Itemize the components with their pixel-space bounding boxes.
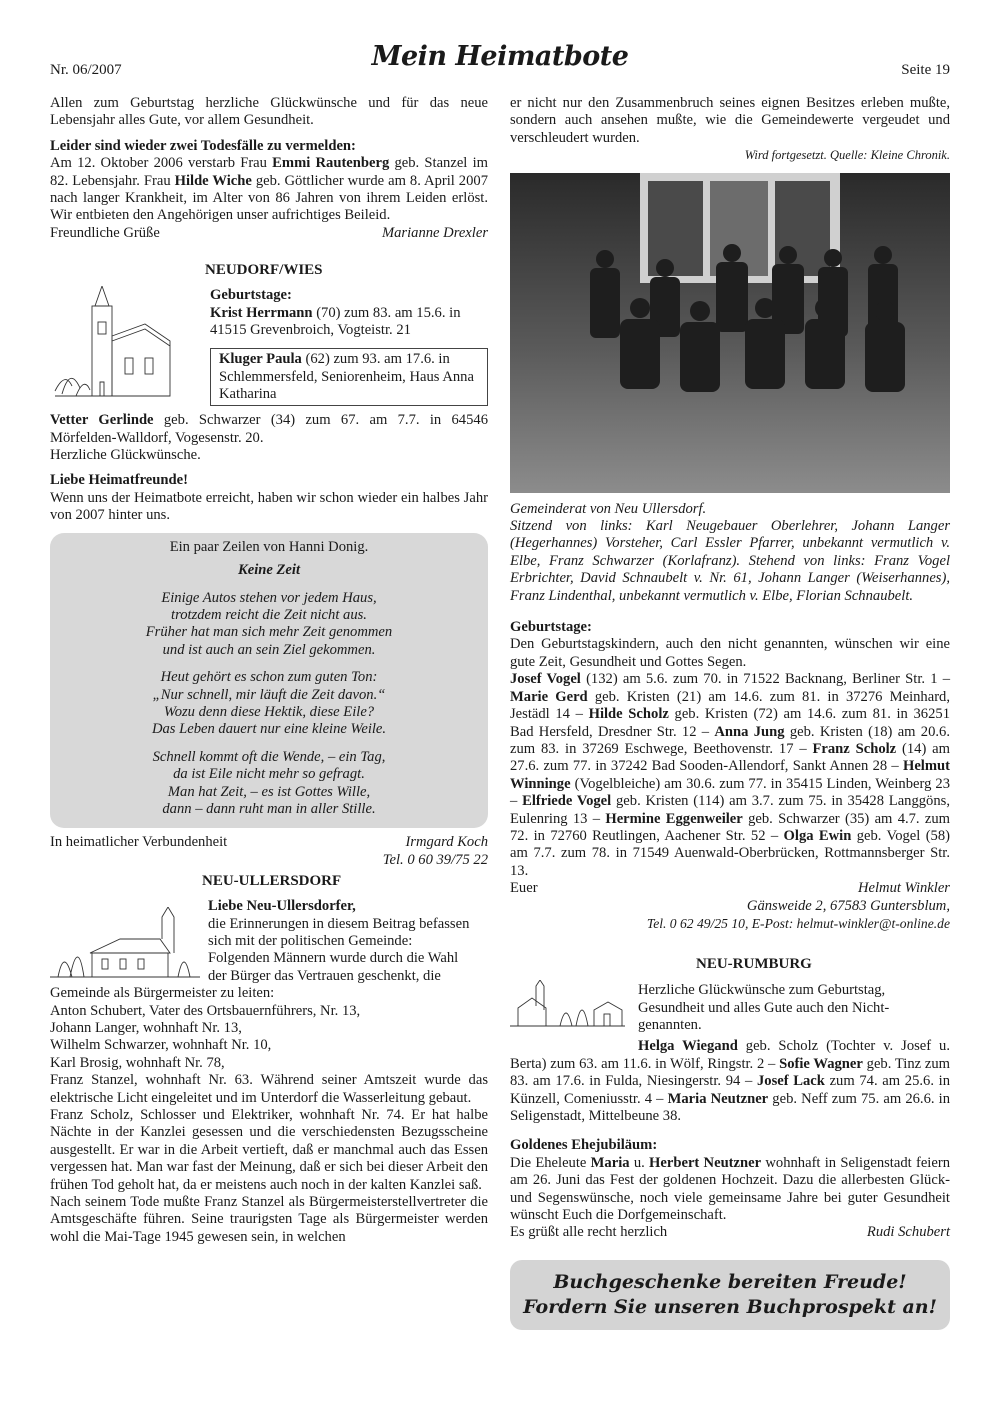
signature: Irmgard Koch — [405, 834, 488, 851]
page-header — [50, 41, 950, 88]
golden-anniversary-heading: Goldenes Ehejubiläum: — [510, 1137, 658, 1154]
friends-heading: Liebe Heimatfreunde! — [50, 472, 188, 489]
neu-ullersdorf-section — [50, 873, 488, 985]
signoff-line: Es grüßt alle recht herzlich Rudi Schubert — [510, 1224, 950, 1241]
photo-caption: Gemeinderat von Neu Ullersdorf. Sitzend von links: Karl Neugebauer Oberlehrer, Johann Langer (Hegerhannes) Vorsteher, Carl Essler Pfarrer, unbekannt vermutlich v. Elbe, Franz Schwarzer (Korlafranz). Stehend von links: Franz Vogel Erbrichter, David Schnaubelt v. Nr. 61, Johann Langer (Weiserhannes), Franz Lindenthal, unbekannt vermutlich v. Elbe, Florian Schnaubelt. — [510, 500, 950, 604]
signature: Marianne Drexler — [381, 224, 488, 241]
text-line: Gemeinde als Bürgermeister zu leiten: — [50, 985, 275, 1002]
mayor-item: Karl Brosig, wohnhaft Nr. 78, — [50, 1054, 225, 1071]
continued-paragraph: er nicht nur den Zusammenbruch seines eignen Besitzes erleben mußte, sondern auch ansehen mußte, wie die Gemeindewerte vergeudet und verschleudert wurden. — [510, 95, 950, 146]
church-illustration — [50, 286, 175, 406]
birthdays-intro: Den Geburtstagskindern, auch den nicht genannten, wünschen wir eine gute Zeit, Gesundheit und Gottes Segen. — [510, 636, 950, 670]
village-illustration — [510, 980, 625, 1030]
neu-rumburg-title: NEU-RUMBURG — [696, 956, 812, 973]
neu-ullersdorf-greeting: Liebe Neu-Ullersdorfer, — [208, 898, 356, 915]
neudorf-title: NEUDORF/WIES — [205, 262, 323, 279]
text-line: sich mit der politischen Gemeinde: — [208, 933, 413, 949]
banner-line: Fordern Sie unseren Buchprospekt an! — [523, 1295, 937, 1318]
signoff-line: Euer Helmut Winkler — [510, 880, 950, 897]
text-line: genannten. — [638, 1017, 702, 1034]
right-column — [510, 95, 950, 1330]
text-line: der Bürger das Vertrauen geschenkt, die — [208, 967, 441, 984]
mayor-item: Wilhelm Schwarzer, wohnhaft Nr. 10, — [50, 1037, 272, 1054]
neu-ullersdorf-title: NEU-ULLERSDORF — [202, 873, 342, 890]
village-church-illustration — [50, 907, 200, 985]
poem-stanza: Heut gehört es schon zum guten Ton: „Nur schnell, mir läuft die Zeit davon.“ Wozu denn diese Hektik, diese Eile? Das Leben dauert nur eine kleine Weile. — [151, 669, 387, 738]
council-photo — [510, 173, 950, 493]
text-line: die Erinnerungen in diesem Beitrag befassen — [208, 915, 470, 932]
council-photo-image — [510, 173, 950, 493]
birthday-list: Josef Vogel (132) am 5.6. zum 70. in 71522 Backnang, Berliner Str. 1 – Marie Gerd geb. Kristen (21) am 14.6. zum 81. in 37276 Meinhard, Jestädl 14 – Hilde Scholz geb. Kristen (72) am 14.6. zum 81. in 36251 Bad Hersfeld, Dresdner Str. 12 – Anna Jung geb. Kristen (18) am 20.6. zum 83. in 37269 Eschwege, Beethovenstr. 17 – Franz Scholz (14) am 27.6. zum 77. in 37242 Bad Sooden-Allendorf, Sankt Annen 28 – Helmut Winninge (Vogelbleiche) am 30.6. zum 77. in 35415 Linden, Weinberg 23 – Elfriede Vogel geb. Kristen (114) am 3.7. zum 75. in 35428 Langgöns, Eulenring 13 – Hermine Eggenweiler geb. Schwarzer (35) am 4.7. zum 72. in 72760 Reutlingen, Aachener Str. 52 – Olga Ewin geb. Vogel (58) am 7.7. zum 78. in 71549 Auenwald-Oberbrücken, Rottmannsberger Str. 13. — [510, 671, 951, 879]
birthday-entry: Vetter Gerlinde geb. Schwarzer (34) zum 67. am 7.7. in 64546 Mörfelden-Walldorf, Vogesenstr. 20. — [50, 412, 488, 446]
poem-stanza: Schnell kommt oft die Wende, – ein Tag, da ist Eile nicht mehr so gefragt. Man hat Zeit, – es ist Gottes Wille, dann – dann ruht man in aller Stille. — [152, 748, 386, 817]
signature: Rudi Schubert — [866, 1224, 950, 1241]
greeting-line: Freundliche Grüße Marianne Drexler — [50, 224, 488, 241]
source-note: Wird fortgesetzt. Quelle: Kleine Chronik. — [744, 148, 950, 163]
poem-box — [50, 533, 488, 829]
mayor-paragraph: Franz Stanzel, wohnhaft Nr. 63. Während seiner Amtszeit wurde das elektrische Licht eingeleitet und im Unterdorf die Wasserleitung gebaut. — [50, 1072, 488, 1106]
closing-phone: Tel. 0 60 39/75 22 — [382, 851, 488, 868]
birthday-entry: Krist Herrmann (70) zum 83. am 15.6. in 41515 Grevenbroich, Vogteistr. 21 — [210, 304, 461, 339]
poem-stanza: Einige Autos stehen vor jedem Haus, trotzdem reicht die Zeit nicht aus. Früher hat man sich mehr Zeit genommen und ist auch an sein Ziel gekommen. — [145, 589, 393, 658]
banner-line: Buchgeschenke bereiten Freude! — [553, 1270, 907, 1293]
golden-anniversary-text: Die Eheleute Maria u. Herbert Neutzner wohnhaft in Seligenstadt feiern am 26. Juni das Fest der goldenen Hochzeit. Dazu die allerbesten Glück- und Segenswünsche, noch viele gemeinsame Jahre bei guter Gesundheit wünscht Euch die Dorfgemeinschaft. — [510, 1154, 950, 1224]
intro-paragraph: Allen zum Geburtstag herzliche Glückwünsche und für das neue Lebensjahr alles Gute, vor allem Gesundheit. — [50, 95, 488, 129]
poem-title: Keine Zeit — [237, 562, 300, 579]
mayor-paragraph: Franz Scholz, Schlosser und Elektriker, wohnhaft Nr. 74. Er hat halbe Nächte in der Kanzlei gesessen und die verschiedensten Bezugsscheine ausgestellt. Er war in die Arbeit vertieft, daß er manchmal auch das Essen vergessen hat. Man war fast der Meinung, daß er sich bei dieser Arbeit den frühen Tod geholt hat, da er meistens auch noch in der kalten Kanzlei saß. — [50, 1107, 488, 1193]
poem-intro: Ein paar Zeilen von Hanni Donig. — [169, 538, 369, 555]
text-line: Herzliche Glückwünsche zum Geburtstag, — [638, 982, 886, 999]
friends-paragraph: Wenn uns der Heimatbote erreicht, haben wir schon wieder ein halbes Jahr von 2007 hinter uns. — [50, 489, 488, 524]
neudorf-section — [50, 262, 488, 412]
death-paragraph: Am 12. Oktober 2006 verstarb Frau Emmi Rautenberg geb. Stanzel im 82. Lebensjahr. Frau Hilde Wiche geb. Göttlicher wurde am 8. April 2007 nach langer Krankheit, im Alter von 86 Jahren von ihrem Leiden erlöst. Wir entbieten den Angehörigen unser aufrichtiges Beileid. — [50, 155, 488, 224]
neudorf-birthdays-heading: Geburtstage: — [210, 287, 292, 304]
text-line: Folgenden Männern wurde durch die Wahl — [208, 950, 459, 967]
mayor-paragraph: Nach seinem Tode mußte Franz Stanzel als Bürgermeisterstellvertreter die Amtsgeschäfte führen. Seine traurigsten Tage als Bürgermeister werden wohl die Mai-Tage 1945 gewesen sein, in welchen — [50, 1194, 488, 1245]
newspaper-logo: Mein Heimatbote — [371, 41, 629, 72]
birthday-entry-box: Kluger Paula (62) zum 93. am 17.6. in Schlemmersfeld, Seniorenheim, Haus Anna Katharina — [210, 348, 488, 406]
book-promo-banner — [510, 1260, 950, 1330]
issue-number: Nr. 06/2007 — [50, 62, 122, 78]
neudorf-congrats: Herzliche Glückwünsche. — [50, 447, 201, 464]
contact-address: Gänsweide 2, 67583 Guntersblum, — [746, 897, 950, 914]
page-number: Seite 19 — [901, 62, 950, 78]
neu-rumburg-section — [510, 956, 950, 1038]
mayor-item: Johann Langer, wohnhaft Nr. 13, — [50, 1020, 242, 1036]
left-column — [50, 95, 488, 1246]
birthdays-heading: Geburtstage: — [510, 619, 592, 636]
contact-phone-email: Tel. 0 62 49/25 10, E-Post: helmut-winkler@t-online.de — [646, 915, 950, 931]
neu-rumburg-birthdays: Helga Wiegand geb. Scholz (Tochter v. Josef u. Berta) zum 63. am 11.6. in Wölf, Ringstr. 2 – Sofie Wagner geb. Tinz zum 83. am 17.6. in Fulda, Niesingerstr. 94 – Josef Lack zum 74. am 25.6. in Künzell, Comeniusstr. 4 – Maria Neutzner geb. Neff zum 75. am 26.6. in Seligenstadt, Mittelbeune 38. — [510, 1038, 951, 1124]
closing-line: In heimatlicher Verbundenheit Irmgard Koch — [50, 834, 488, 851]
signature: Helmut Winkler — [857, 880, 950, 897]
mayor-item: Anton Schubert, Vater des Ortsbauernführers, Nr. 13, — [50, 1002, 361, 1019]
text-line: Gesundheit und alles Gute auch den Nicht- — [638, 999, 890, 1016]
death-heading: Leider sind wieder zwei Todesfälle zu vermelden: — [50, 137, 356, 154]
